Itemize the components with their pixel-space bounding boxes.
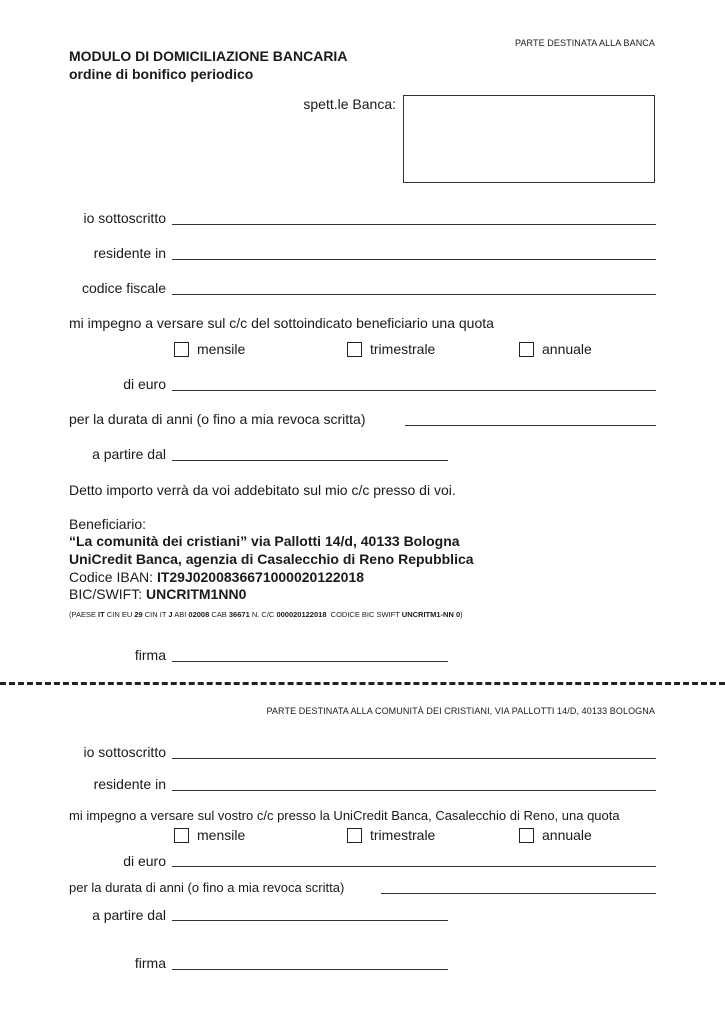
monthly-label: mensile	[197, 341, 246, 357]
bic-value: UNCRITM1NN0	[146, 586, 247, 602]
residence-field[interactable]	[172, 259, 656, 260]
euro-label: di euro	[123, 376, 166, 392]
bottom-duration-label: per la durata di anni (o fino a mia revoca scritta)	[69, 880, 345, 895]
bottom-annual-checkbox[interactable]	[519, 828, 534, 843]
bank-name-field[interactable]	[403, 95, 655, 183]
signature-field[interactable]	[172, 661, 448, 662]
residence-label: residente in	[93, 245, 166, 261]
bic-label: BIC/SWIFT:	[69, 586, 143, 602]
iban-label: Codice IBAN:	[69, 569, 154, 585]
start-date-field[interactable]	[172, 460, 448, 461]
iban-line	[69, 569, 364, 585]
iban-value: IT29J0200836671000020122018	[156, 569, 365, 585]
details-open: (PAESE	[69, 610, 96, 619]
quarterly-label: trimestrale	[370, 341, 436, 357]
debit-statement: Detto importo verrà da voi addebitato sul mio c/c presso di voi.	[69, 482, 456, 498]
duration-field[interactable]	[405, 425, 656, 426]
details-cab-label: CAB	[211, 610, 227, 619]
details-abi-label: ABI	[174, 610, 187, 619]
bottom-residence-field[interactable]	[172, 790, 656, 791]
bottom-undersigned-field[interactable]	[172, 758, 656, 759]
euro-amount-field[interactable]	[172, 390, 656, 391]
bottom-euro-label: di euro	[123, 853, 166, 869]
start-date-label: a partire dal	[92, 446, 166, 462]
form-title: MODULO DI DOMICILIAZIONE BANCARIA	[69, 48, 348, 64]
bic-line	[69, 586, 246, 602]
bottom-commitment-text: mi impegno a versare sul vostro c/c presso la UniCredit Banca, Casalecchio di Reno, una quota	[69, 808, 620, 823]
bottom-signature-label: firma	[134, 955, 166, 971]
bottom-start-date-field[interactable]	[172, 920, 448, 921]
bank-label: spett.le Banca:	[303, 96, 396, 112]
bottom-quarterly-label: trimestrale	[370, 827, 436, 843]
details-close: )	[460, 610, 463, 619]
details-cc: 000020122018	[276, 610, 327, 619]
bottom-monthly-checkbox[interactable]	[174, 828, 189, 843]
bottom-monthly-label: mensile	[197, 827, 246, 843]
bank-details-note	[69, 610, 463, 619]
details-abi: 02008	[188, 610, 210, 619]
details-cin-it: J	[168, 610, 173, 619]
bottom-residence-label: residente in	[93, 776, 166, 792]
details-cab: 36671	[228, 610, 250, 619]
annual-checkbox[interactable]	[519, 342, 534, 357]
tax-code-label: codice fiscale	[81, 280, 166, 296]
community-section-heading: PARTE DESTINATA ALLA COMUNITÀ DEI CRISTIANI, VIA PALLOTTI 14/D, 40133 BOLOGNA	[266, 706, 655, 716]
duration-label: per la durata di anni (o fino a mia revoca scritta)	[69, 411, 366, 427]
bottom-duration-field[interactable]	[381, 893, 656, 894]
beneficiary-label: Beneficiario:	[69, 516, 147, 532]
tax-code-field[interactable]	[172, 294, 656, 295]
bank-section-heading: PARTE DESTINATA ALLA BANCA	[515, 38, 655, 48]
details-cc-label: N. C/C	[251, 610, 275, 619]
monthly-checkbox[interactable]	[174, 342, 189, 357]
beneficiary-bank: UniCredit Banca, agenzia di Casalecchio di Reno Repubblica	[69, 551, 474, 567]
annual-label: annuale	[542, 341, 592, 357]
bottom-undersigned-label: io sottoscritto	[83, 744, 166, 760]
details-cin-it-label: CIN IT	[144, 610, 167, 619]
details-swift-label: CODICE BIC SWIFT	[330, 610, 400, 619]
quarterly-checkbox[interactable]	[347, 342, 362, 357]
details-cin-eu-label: CIN EU	[106, 610, 133, 619]
beneficiary-name: “La comunità dei cristiani” via Pallotti 14/d, 40133 Bologna	[69, 533, 460, 549]
cut-line-divider	[0, 682, 725, 685]
details-swift: UNCRITM1-NN 0	[401, 610, 461, 619]
undersigned-label: io sottoscritto	[83, 210, 166, 226]
commitment-text: mi impegno a versare sul c/c del sottoindicato beneficiario una quota	[69, 315, 494, 331]
bottom-start-date-label: a partire dal	[92, 907, 166, 923]
bottom-euro-amount-field[interactable]	[172, 866, 656, 867]
undersigned-field[interactable]	[172, 224, 656, 225]
bottom-annual-label: annuale	[542, 827, 592, 843]
bottom-signature-field[interactable]	[172, 969, 448, 970]
form-subtitle: ordine di bonifico periodico	[69, 66, 254, 82]
signature-label: firma	[134, 647, 166, 663]
bottom-quarterly-checkbox[interactable]	[347, 828, 362, 843]
details-cin-eu: 29	[134, 610, 143, 619]
details-paese: IT	[98, 610, 105, 619]
